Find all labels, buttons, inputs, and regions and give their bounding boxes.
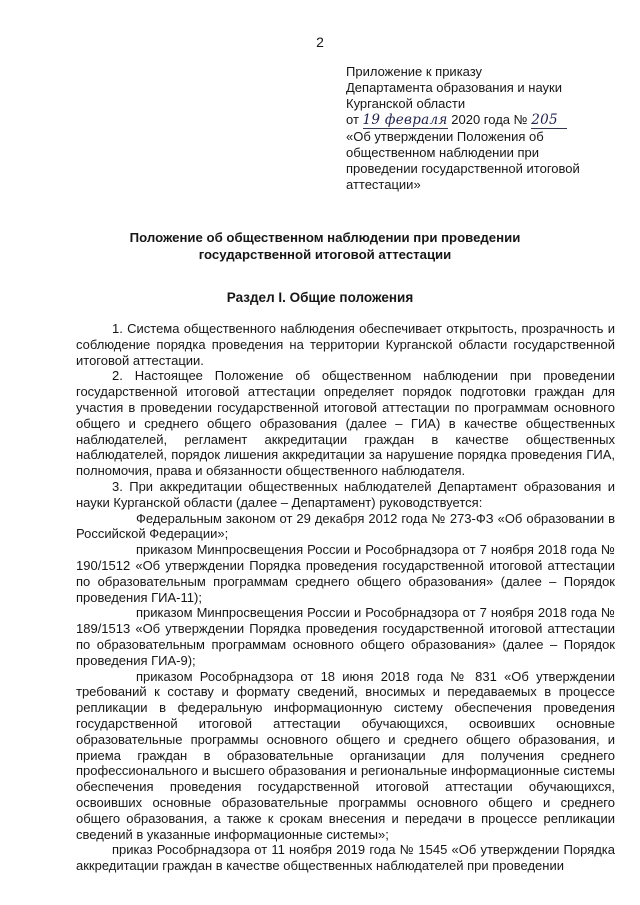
paragraph: приказом Рособрнадзора от 18 июня 2018 года № 831 «Об утверждении требований к составу и формату сведений, вносимых и передаваемых в процессе репликации в федеральную информационную систему обеспечения проведения государственной итоговой аттестации обучающихся, освоивших основные образовательные программы основного общего и среднего общего образования, и приема граждан в образовательные организации для получения среднего профессионального и высшего образования и региональные информационные системы обеспечения проведения государственной итоговой аттестации обучающихся, освоивших основные образовательные программы основного общего и среднего общего образования, а также к срокам внесения и передачи в процессе репликации сведений в указанные информационные системы»; — [76, 668, 615, 842]
appendix-date-line — [346, 112, 626, 129]
section-title: Раздел I. Общие положения — [226, 290, 414, 305]
handwritten-date: 19 февраля — [362, 112, 448, 128]
paragraph: приказом Минпросвещения России и Рособрнадзора от 7 ноября 2018 года № 189/1513 «Об утверждении Порядка проведения государственной итоговой аттестации по образовательным программам основного общего образования» (далее – Порядок проведения ГИА-9); — [76, 605, 615, 668]
paragraph: 1. Система общественного наблюдения обеспечивает открытость, прозрачность и соблюдение порядка проведения на территории Курганской области государственной итоговой аттестации. — [76, 321, 615, 368]
appendix-subject-line: аттестации» — [346, 177, 421, 192]
paragraph: 3. При аккредитации общественных наблюдателей Департамент образования и науки Курганской области (далее – Департамент) руководствуется: — [76, 478, 615, 510]
appendix-line: Приложение к приказу — [346, 64, 483, 79]
document-title: Положение об общественном наблюдении при проведении государственной итоговой аттестации — [129, 230, 521, 262]
appendix-subject-line: проведении государственной итоговой — [346, 161, 580, 176]
appendix-line: Курганской области — [346, 96, 466, 111]
paragraph: 2. Настоящее Положение об общественном наблюдении при проведении государственной итоговой аттестации определяет порядок подготовки граждан для участия в проведении государственной итоговой аттестации по программам основного общего и среднего общего образования (далее – ГИА) в качестве общественных наблюдателей, регламент аккредитации граждан в качестве общественных наблюдателей, порядок лишения аккредитации за нарушение порядка проведения ГИА, полномочия, права и обязанности общественного наблюдателя. — [76, 368, 615, 479]
appendix-subject-line: «Об утверждении Положения об — [346, 129, 544, 144]
document-body — [76, 321, 615, 874]
appendix-line: Департамента образования и науки — [346, 80, 562, 95]
handwritten-number: 205 — [531, 112, 567, 129]
paragraph: Федеральным законом от 29 декабря 2012 года № 273-ФЗ «Об образовании в Российской Федерации»; — [76, 510, 615, 542]
year-text: 2020 года № — [451, 112, 528, 127]
paragraph: приказ Рособрнадзора от 11 ноября 2019 года № 1545 «Об утверждении Порядка аккредитации граждан в качестве общественных наблюдателей при проведении — [76, 842, 615, 874]
appendix-subject-line: общественном наблюдении при — [346, 145, 540, 160]
date-prefix: от — [346, 112, 359, 127]
paragraph: приказом Минпросвещения России и Рособрнадзора от 7 ноября 2018 года № 190/1512 «Об утверждении Порядка проведения государственной итоговой аттестации по образовательным программам среднего общего образования» (далее – Порядок проведения ГИА-11); — [76, 542, 615, 605]
appendix-header — [346, 64, 626, 193]
page-number: 2 — [316, 34, 324, 50]
